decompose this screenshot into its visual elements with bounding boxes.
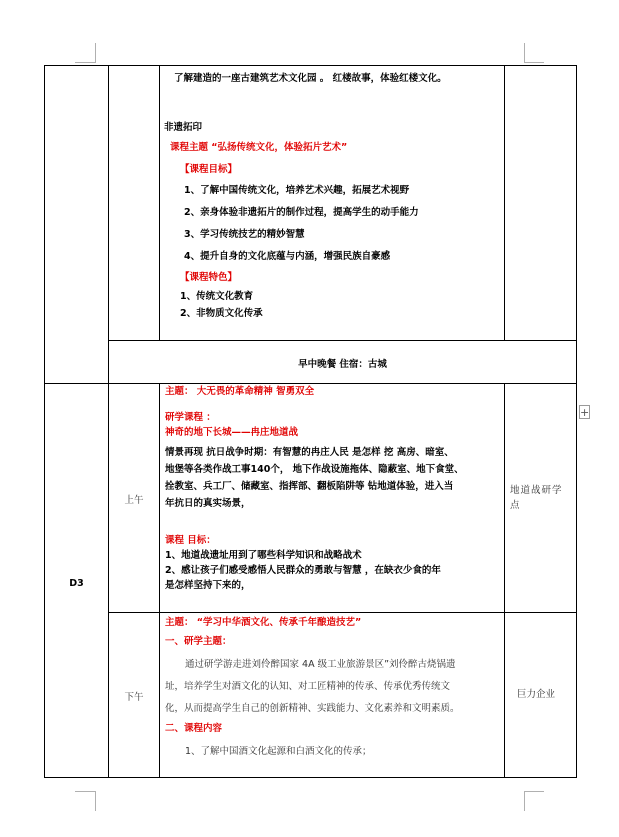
period-cell <box>109 384 160 613</box>
list-item: 2、非物质文化传承 <box>180 308 263 319</box>
course-label: 研学课程 ： <box>165 412 216 423</box>
section-title: 一、研学主题： <box>165 636 232 647</box>
period-label: 下午 <box>124 692 144 703</box>
afternoon-theme: 主题： “学习中华酒文化、传承千年酿造技艺” <box>165 617 362 628</box>
features-list <box>160 285 504 321</box>
crop-mark <box>524 791 525 811</box>
crop-mark <box>524 43 525 63</box>
goal-label: 课程 目标： <box>165 535 216 546</box>
crop-mark <box>75 62 95 63</box>
list-item: 4、提升自身的文化底蕴与内涵，增强民族自豪感 <box>184 251 391 262</box>
day-cell <box>45 384 109 778</box>
crop-mark <box>524 791 544 792</box>
goals-title: 【课程目标】 <box>180 164 238 175</box>
desc-line: 地堡等各类作战工事140个， 地下作战设施拖体、隐蔽室、地下食堂、 <box>165 464 464 475</box>
desc-line: 年抗日的真实场景， <box>165 498 251 509</box>
table-row <box>45 341 577 384</box>
morning-theme: 主题： 大无畏的革命精神 智勇双全 <box>165 386 315 397</box>
add-column-button[interactable]: + <box>580 406 590 419</box>
table-row <box>45 384 577 613</box>
list-item: 2、感让孩子们感受感悟人民群众的勇敢与智慧 ，在缺衣少食的年 <box>165 565 441 576</box>
activity-cell <box>160 384 505 613</box>
list-item: 1、传统文化教育 <box>180 291 254 302</box>
meals-row <box>109 341 577 384</box>
place-cell-empty <box>505 66 577 341</box>
course-name: 神奇的地下长城——冉庄地道战 <box>165 427 299 438</box>
text-line: 址，培养学生对酒文化的认知、对工匠精神的传承、传承优秀传统文 <box>165 681 451 692</box>
meals-text: 早中晚餐 住宿：古城 <box>298 359 387 370</box>
period-cell <box>109 613 160 778</box>
table-row <box>45 66 577 341</box>
place-label: 巨力企业 <box>517 689 556 700</box>
text-line: 通过研学游走进刘伶醉国家 4A 级工业旅游景区”刘伶醉古烧锅遗 <box>185 659 456 670</box>
list-item: 1、了解中国酒文化起源和白酒文化的传承； <box>185 746 372 757</box>
day-label: D3 <box>69 577 84 589</box>
crop-mark <box>95 791 96 811</box>
desc-line: 拴教室、兵工厂、储藏室、指挥部、翻板陷阱等 钻地道体验，进入当 <box>165 481 454 492</box>
list-item: 1、地道战遗址用到了哪些科学知识和战略战术 <box>165 550 362 561</box>
crop-mark <box>524 62 544 63</box>
list-item: 2、亲身体验非遗拓片的制作过程，提高学生的动手能力 <box>184 207 419 218</box>
section-title: 二、课程内容 <box>165 723 223 734</box>
section-heading: 非遗拓印 <box>164 122 203 133</box>
list-item: 1、了解中国传统文化，培养艺术兴趣，拓展艺术视野 <box>184 185 410 196</box>
period-cell-empty <box>109 66 160 341</box>
schedule-table <box>44 65 577 778</box>
place-cell <box>505 613 577 778</box>
period-label: 上午 <box>124 495 144 506</box>
place-cell <box>505 384 577 613</box>
goals-list <box>160 177 504 264</box>
features-title: 【课程特色】 <box>180 272 238 283</box>
activity-cell <box>160 66 505 341</box>
activity-cell <box>160 613 505 778</box>
intro-text: 了解建造的一座古建筑艺术文化园 。 红楼故事，体验红楼文化。 <box>174 73 447 84</box>
day-cell-empty <box>45 66 109 384</box>
list-item: 3、学习传统技艺的精妙智慧 <box>184 229 305 240</box>
place-label: 地道战研学点 <box>510 485 563 511</box>
course-theme: 课程主题 “弘扬传统文化，体验拓片艺术” <box>170 142 348 153</box>
crop-mark <box>75 791 95 792</box>
crop-mark <box>95 43 96 63</box>
list-item: 是怎样坚持下来的， <box>165 580 251 591</box>
table-row <box>45 613 577 778</box>
desc-line: 情景再现 抗日战争时期：有智慧的冉庄人民 是怎样 挖 高房、暗室、 <box>165 447 454 458</box>
text-line: 化，从而提高学生自己的创新精神、实践能力、文化素养和文明素质。 <box>165 703 460 714</box>
